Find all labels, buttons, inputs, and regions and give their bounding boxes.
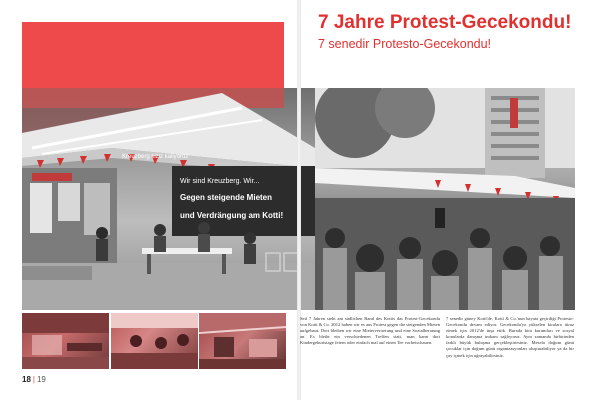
page-number-next: 19 bbox=[36, 375, 46, 384]
banner-sign: Kreuzberg kiziz kaliyoruz bbox=[122, 154, 189, 160]
banner-line1: Wir sind Kreuzberg. Wir... bbox=[180, 178, 260, 185]
body-text-german: Seit 7 Jahren steht am südlichen Rand des Kottis das Protest-Gecekondu von Kotti & Co. 2012 haben wir es aus Protest gegen die steigenden Mieten aufgebaut. Dort bleiben wir eine Mietervertretung und eine Sozialberatung an. Es bleibt ein verschiedenen Treffen statt, man kann dort Kindergeburtstage feiern oder einfach mal auf einen Tee vorbeischauen. bbox=[300, 316, 440, 346]
photo-illustration-right bbox=[315, 88, 575, 310]
page-number-separator: | bbox=[32, 375, 35, 384]
thumbnail-photo-3 bbox=[199, 313, 286, 369]
body-text-turkish: 7 senedir güney Kotti'de, Kotti & Co.'nun hayata geçirdiği Protesto-Gecekondu devam ediyor. Gecekondu'ya yükselen kiralara itiraz etmek için 2012'de inşa ettik. Burada kira kurumları ve sosyal konularda danışma imkanı sağlıyoruz. Aynı zamanda birbirinden farklı büyük buluşma gerçekleştirirsiniz. Mesela doğum günü çocuklar için doğum günü organizasyonları oluşturabiliyor ya da bir çay içmek için uğrayabilirsiniz. bbox=[446, 316, 574, 358]
page-numbers bbox=[22, 375, 46, 384]
title-german: 7 Jahre Protest-Gecekondu! bbox=[318, 12, 572, 33]
thumbnail-illustration-2 bbox=[111, 313, 198, 369]
page-number-current: 18 bbox=[22, 375, 31, 384]
title-turkish: 7 senedir Protesto-Gecekondu! bbox=[318, 37, 492, 51]
thumbnail-illustration-1 bbox=[22, 313, 109, 369]
banner-line3: und Verdrängung am Kotti! bbox=[180, 211, 284, 220]
photo-illustration-left bbox=[22, 88, 315, 310]
banner-line2: Gegen steigende Mieten bbox=[180, 193, 273, 202]
photo-street-crowd bbox=[315, 88, 575, 310]
thumbnail-photo-1 bbox=[22, 313, 109, 369]
article-title-block bbox=[318, 12, 588, 52]
thumbnail-illustration-3 bbox=[199, 313, 286, 369]
thumbnail-photo-2 bbox=[111, 313, 198, 369]
photo-protest-gecekondu bbox=[22, 88, 315, 310]
